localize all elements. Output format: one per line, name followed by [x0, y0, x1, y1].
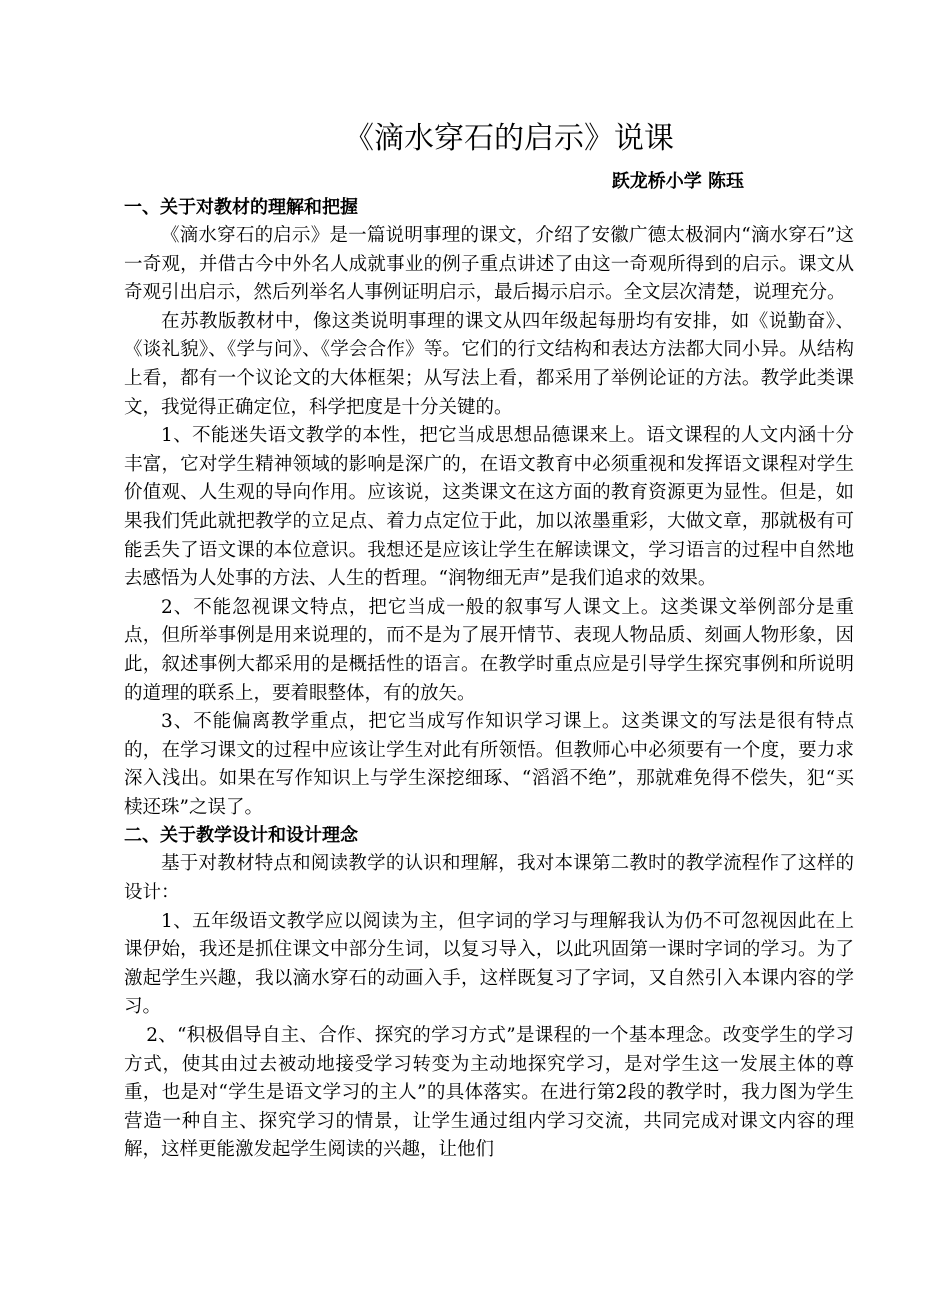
section-1 [124, 194, 854, 822]
paragraph: 基于对教材特点和阅读教学的认识和理解，我对本课第二教时的教学流程作了这样的设计： [124, 853, 854, 904]
paragraph: 1、不能迷失语文教学的本性，把它当成思想品德课来上。语文课程的人文内涵十分丰富，它对学生精神领域的影响是深广的，在语文教育中必须重视和发挥语文课程对学生价值观、人生观的导向作用。应该说，这类课文在这方面的教育资源更为显性。但是，如果我们凭此就把教学的立足点、着力点定位于此，加以浓墨重彩，大做文章，那就极有可能丢失了语文课的本位意识。我想还是应该让学生在解读课文，学习语言的过程中自然地去感悟为人处事的方法、人生的哲理。“润物细无声”是我们追求的效果。 [124, 425, 854, 590]
paragraph: 在苏教版教材中，像这类说明事理的课文从四年级起每册均有安排，如《说勤奋》、《谈礼貌》、《学与问》、《学会合作》等。它们的行文结构和表达方法都大同小异。从结构上看，都有一个议论文的大体框架；从写法上看，都采用了举例论证的方法。教学此类课文，我觉得正确定位，科学把度是十分关键的。 [124, 310, 854, 418]
paragraph: 3、不能偏离教学重点，把它当成写作知识学习课上。这类课文的写法是很有特点的，在学习课文的过程中应该让学生对此有所领悟。但教师心中必须要有一个度，要力求深入浅出。如果在写作知识上与学生深挖细琢、“滔滔不绝”，那就难免得不偿失，犯“买椟还珠”之误了。 [124, 711, 854, 818]
section-heading: 一、关于对教材的理解和把握 [124, 197, 358, 218]
section-2 [124, 822, 854, 1165]
document-content [124, 118, 854, 1165]
paragraph: 《滴水穿石的启示》是一篇说明事理的课文，介绍了安徽广德太极洞内“滴水穿石”这一奇观，并借古今中外名人成就事业的例子重点讲述了由这一奇观所得到的启示。课文从奇观引出启示，然后列举名人事例证明启示，最后揭示启示。全文层次清楚，说理充分。 [124, 225, 854, 304]
page-title: 《滴水穿石的启示》说课 [344, 121, 674, 156]
author-line: 跃龙桥小学 陈珏 [611, 171, 744, 192]
paragraph: 2、“积极倡导自主、合作、探究的学习方式”是课程的一个基本理念。改变学生的学习方式，使其由过去被动地接受学习转变为主动地探究学习，是对学生这一发展主体的尊重，也是对“学生是语文学习的主人”的具体落实。在进行第2段的教学时，我力图为学生营造一种自主、探究学习的情景，让学生通过组内学习交流，共同完成对课文内容的理解，这样更能激发起学生阅读的兴趣，让他们 [124, 1025, 854, 1161]
section-heading: 二、关于教学设计和设计理念 [124, 825, 358, 847]
paragraph: 2、不能忽视课文特点，把它当成一般的叙事写人课文上。这类课文举例部分是重点，但所举事例是用来说理的，而不是为了展开情节、表现人物品质、刻画人物形象，因此，叙述事例大都采用的是概括性的语言。在教学时重点应是引导学生探究事例和所说明的道理的联系上，要着眼整体，有的放矢。 [124, 596, 854, 704]
paragraph: 1、五年级语文教学应以阅读为主，但字词的学习与理解我认为仍不可忽视因此在上课伊始，我还是抓住课文中部分生词，以复习导入，以此巩固第一课时字词的学习。为了激起学生兴趣，我以滴水穿石的动画入手，这样既复习了字词，又自然引入本课内容的学习。 [124, 910, 854, 1018]
